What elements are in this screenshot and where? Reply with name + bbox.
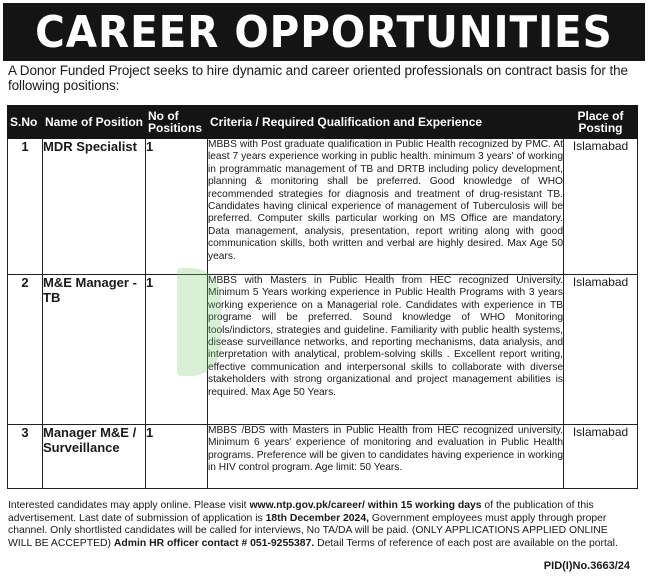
header-position-count: No of Positions xyxy=(146,106,208,139)
row-sno: 1 xyxy=(8,139,43,275)
table-row xyxy=(8,425,638,489)
instructions-text: Government employees must apply through proper channel. Only shortlisted candidates will be called for interviews, No TA/DA will be paid. (ONLY APPLICATIONS APPLIED ONLINE WILL BE ACCEPTED) xyxy=(8,512,608,549)
page-title: CAREER OPPORTUNITIES xyxy=(35,6,613,58)
row-position-name: M&E Manager - TB xyxy=(43,275,146,425)
header-place: Place of Posting xyxy=(564,106,638,139)
hr-contact: Admin HR officer contact # 051-9255387. xyxy=(113,537,315,549)
row-position-name: MDR Specialist xyxy=(43,139,146,275)
deadline-date: 18th December 2024, xyxy=(265,512,369,524)
row-position-count: 1 xyxy=(146,275,208,425)
watermark-shape xyxy=(177,268,221,376)
table-header-row xyxy=(8,106,638,139)
instructions-text: Detail Terms of reference of each post are available on the portal. xyxy=(314,537,618,549)
instructions-text: Interested candidates may apply online. Please visit xyxy=(8,500,250,511)
header-position-name: Name of Position xyxy=(43,106,146,139)
row-position-count: 1 xyxy=(146,425,208,489)
header-criteria: Criteria / Required Qualification and Experience xyxy=(208,106,564,139)
row-criteria: MBBS with Masters in Public Health from HEC recognized University. Minimum 5 Years working experience in Public Health Programs with 3 years working experience on a Managerial role. Candidates with experience in TB programe will be preferred. Sound knowledge of WHO Monitoring tools/indictors, strategies and guideline. Familiarity with public health systems, disease surveillance networks, and reporting mechanisms, data analysis, and interpretation with analytical, problem-solving skills . Excellent report writing, effective communication and interpersonal skills to collaborate with diverse stakeholders with strong organizational and project management abilities is required. Max Age 50 Years. xyxy=(208,275,564,425)
row-sno: 3 xyxy=(8,425,43,489)
row-place: Islamabad xyxy=(564,425,638,489)
header-banner xyxy=(3,3,645,61)
row-sno: 2 xyxy=(8,275,43,425)
row-criteria: MBBS with Post graduate qualification in Public Health recognized by PMC. At least 7 years experience working in public health. minimum 3 years' of working in programmatic management of TB and DRTB including policy development, planning & monitoring shall be preferred. Good knowledge of WHO recommended strategies for diagnosis and treatment of drug-resistant TB. Candidates having clinical experience of management of Tuberculosis will be preferred. Computer skills particular working on MS Office are mandatory. Data management, analysis, presentation, report writing along with good communication skills, both written and verbal are highly desired. Max Age 50 years. xyxy=(208,139,564,275)
row-position-name: Manager M&E / Surveillance xyxy=(43,425,146,489)
instructions-text: of the publication of this advertisement. Last date of submission of application is xyxy=(8,500,594,524)
pid-number: PID(I)No.3663/24 xyxy=(543,560,630,572)
row-position-count: 1 xyxy=(146,139,208,275)
career-portal-link[interactable]: www.ntp.gov.pk/career/ within 15 working days xyxy=(249,500,482,511)
row-criteria: MBBS /BDS with Masters in Public Health from HEC recognized university. Minimum 6 years' experience of monitoring and evaluation in Public Health programs. Preference will be given to candidates having experience in working in HIV control program. Age limit: 50 Years. xyxy=(208,425,564,489)
row-place: Islamabad xyxy=(564,275,638,425)
application-instructions xyxy=(8,500,628,550)
table-row xyxy=(8,139,638,275)
row-place: Islamabad xyxy=(564,139,638,275)
header-sno: S.No xyxy=(8,106,43,139)
positions-table xyxy=(7,105,638,489)
table-row xyxy=(8,275,638,425)
intro-text: A Donor Funded Project seeks to hire dynamic and career oriented professionals on contract basis for the following positions: xyxy=(8,63,628,93)
